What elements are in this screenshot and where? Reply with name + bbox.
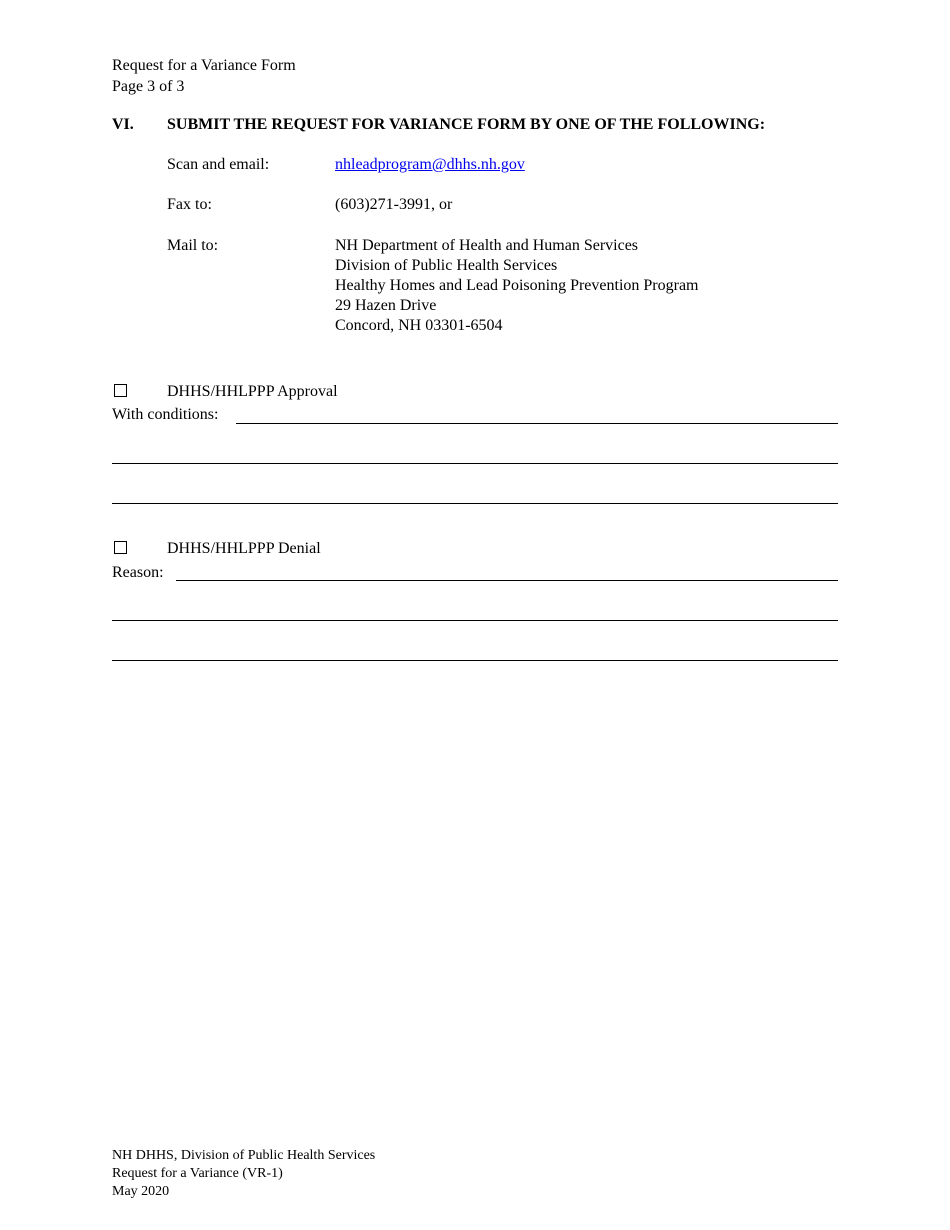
footer-line: Request for a Variance (VR-1) xyxy=(112,1166,283,1181)
reason-label: Reason: xyxy=(112,564,164,581)
fax-label: Fax to: xyxy=(167,196,212,213)
scan-email-label: Scan and email: xyxy=(167,156,270,173)
fax-number: (603)271-3991, or xyxy=(335,196,453,213)
mail-address-line: Concord, NH 03301-6504 xyxy=(335,317,503,334)
conditions-label: With conditions: xyxy=(112,406,219,423)
email-link[interactable]: nhleadprogram@dhhs.nh.gov xyxy=(335,156,525,173)
approval-label: DHHS/HHLPPP Approval xyxy=(167,383,338,400)
approval-checkbox[interactable] xyxy=(114,384,127,397)
conditions-input-line[interactable] xyxy=(236,423,838,424)
conditions-input-line[interactable] xyxy=(112,503,838,504)
mail-address-line: Division of Public Health Services xyxy=(335,257,558,274)
conditions-input-line[interactable] xyxy=(112,463,838,464)
mail-address-line: 29 Hazen Drive xyxy=(335,297,437,314)
mail-address-line: NH Department of Health and Human Services xyxy=(335,237,639,254)
page-number: Page 3 of 3 xyxy=(112,78,185,95)
footer-line: May 2020 xyxy=(112,1184,170,1199)
footer-line: NH DHHS, Division of Public Health Services xyxy=(112,1148,376,1163)
reason-input-line[interactable] xyxy=(112,620,838,621)
denial-checkbox[interactable] xyxy=(114,541,127,554)
denial-label: DHHS/HHLPPP Denial xyxy=(167,540,321,557)
section-number: VI. xyxy=(112,116,134,133)
section-heading: SUBMIT THE REQUEST FOR VARIANCE FORM BY ONE OF THE FOLLOWING: xyxy=(167,116,766,133)
reason-input-line[interactable] xyxy=(112,660,838,661)
mail-label: Mail to: xyxy=(167,237,219,254)
mail-address-line: Healthy Homes and Lead Poisoning Prevention Program xyxy=(335,277,699,294)
reason-input-line[interactable] xyxy=(176,580,838,581)
header-title: Request for a Variance Form xyxy=(112,57,296,74)
